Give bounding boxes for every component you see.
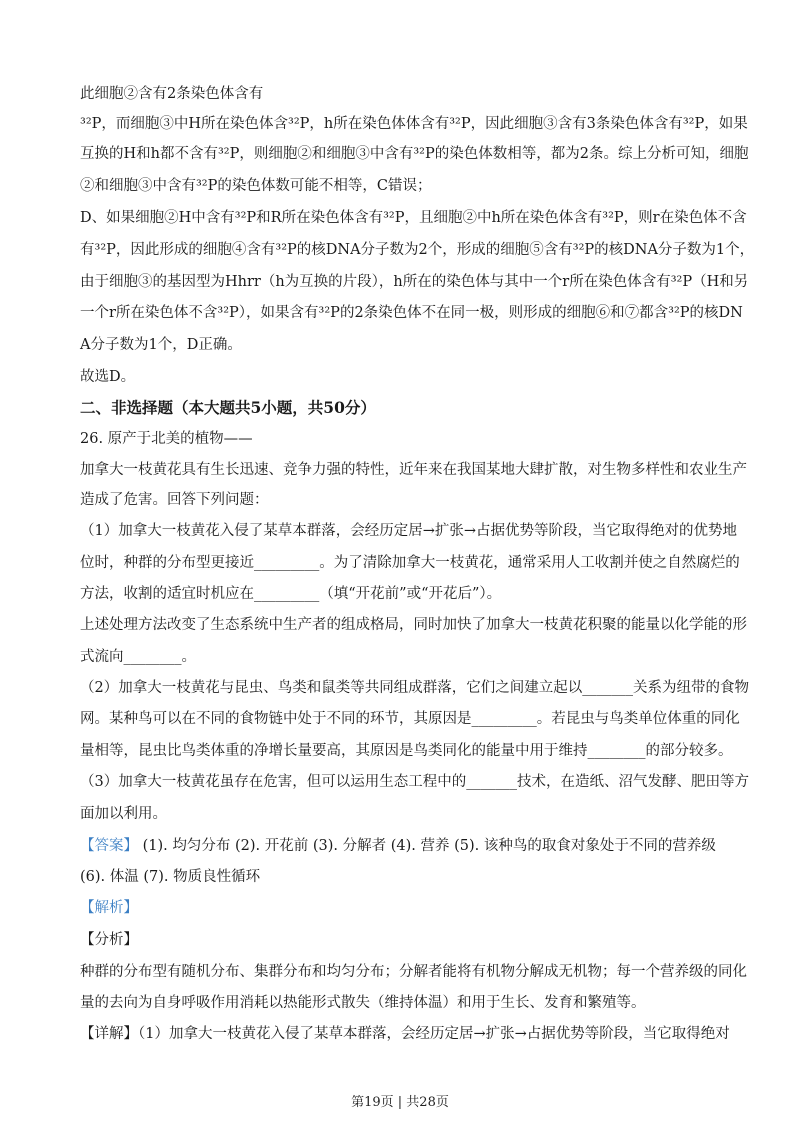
text-line: A分子数为1个，D正确。 — [80, 337, 242, 353]
text-line: 位时，种群的分布型更接近_________。为了清除加拿大一枝黄花，通常采用人工收割并使之自然腐烂的 — [80, 555, 740, 571]
answer-tag: 【答案】 — [80, 838, 138, 854]
text-line: 一个r所在染色体不含³²P），如果含有³²P的2条染色体不在同一极，则形成的细胞⑥和⑦都含³²P的核DN — [80, 305, 743, 321]
analysis-tag: 【解析】 — [80, 900, 138, 916]
text-line: 互换的H和h都不含有³²P，则细胞②和细胞③中含有³²P的染色体数相等，都为2条。综上分析可知，细胞 — [80, 146, 749, 162]
text-line: 造成了危害。回答下列问题： — [80, 492, 269, 508]
text-line: 故选D。 — [80, 369, 136, 385]
detail-text: （1）加拿大一枝黄花入侵了某草本群落，会经历定居→扩张→占据优势等阶段，当它取得绝对 — [138, 1026, 730, 1042]
text-line: 方法，收割的适宜时机应在_________（填“开花前”或“开花后”）。 — [80, 586, 502, 602]
text-line: 有³²P，因此形成的细胞④含有³²P的核DNA分子数为2个，形成的细胞⑤含有³²P的核DNA分子数为1个， — [80, 242, 755, 258]
page-footer: 第19页 | 共28页 — [351, 1095, 449, 1110]
answer-line — [80, 836, 716, 856]
detail-line — [80, 1024, 730, 1044]
text-line: 网。某种鸟可以在不同的食物链中处于不同的环节，其原因是_________。若昆虫与鸟类单位体重的同化 — [80, 711, 740, 727]
analysis-line: 种群的分布型有随机分布、集群分布和均匀分布；分解者能将有机物分解成无机物；每一个营养级的同化 — [80, 964, 747, 980]
text-line: 此细胞②含有2条染色体含有 — [80, 86, 264, 102]
text-line: 面加以利用。 — [80, 806, 167, 822]
answer-line-2: (6). 体温 (7). 物质良性循环 — [80, 869, 261, 885]
text-line: 量相等，昆虫比鸟类体重的净增长量要高，其原因是鸟类同化的能量中用于维持________的部分较多。 — [80, 743, 733, 759]
question-title: 26. 原产于北美的植物—— — [80, 431, 253, 447]
analysis-line: 量的去向为自身呼吸作用消耗以热能形式散失（维持体温）和用于生长、发育和繁殖等。 — [80, 995, 646, 1011]
text-line: 加拿大一枝黄花具有生长迅速、竞争力强的特性，近年来在我国某地大肆扩散，对生物多样性和农业生产 — [80, 462, 747, 478]
detail-tag: 【详解】 — [80, 1026, 138, 1042]
text-line: ②和细胞③中含有³²P的染色体数可能不相等，C错误； — [80, 178, 432, 194]
text-line: （1）加拿大一枝黄花入侵了某草本群落，会经历定居→扩张→占据优势等阶段，当它取得绝对的优势地 — [80, 523, 738, 539]
text-line: （2）加拿大一枝黄花与昆虫、鸟类和鼠类等共同组成群落，它们之间建立起以_______关系为纽带的食物 — [80, 680, 749, 696]
text-line: 上述处理方法改变了生态系统中生产者的组成格局，同时加快了加拿大一枝黄花积聚的能量以化学能的形 — [80, 617, 747, 633]
analysis-heading: 【分析】 — [80, 932, 138, 948]
answer-text: (1). 均匀分布 (2). 开花前 (3). 分解者 (4). 营养 (5). 该种鸟的取食对象处于不同的营养级 — [138, 838, 716, 854]
text-line: D、如果细胞②H中含有³²P和R所在染色体含有³²P，且细胞②中h所在染色体含有³²P，则r在染色体不含 — [80, 210, 747, 226]
text-line: 由于细胞③的基因型为Hhrr（h为互换的片段），h所在的染色体与其中一个r所在染色体含有³²P（H和另 — [80, 274, 749, 290]
text-line: 式流向________。 — [80, 649, 196, 665]
text-line: ³²P，而细胞③中H所在染色体含³²P，h所在染色体体含有³²P，因此细胞③含有3条染色体含有³²P，如果 — [80, 116, 748, 132]
text-line: （3）加拿大一枝黄花虽存在危害，但可以运用生态工程中的_______技术，在造纸、沼气发酵、肥田等方 — [80, 774, 749, 790]
section-heading: 二、非选择题（本大题共5小题，共50分） — [80, 398, 376, 417]
